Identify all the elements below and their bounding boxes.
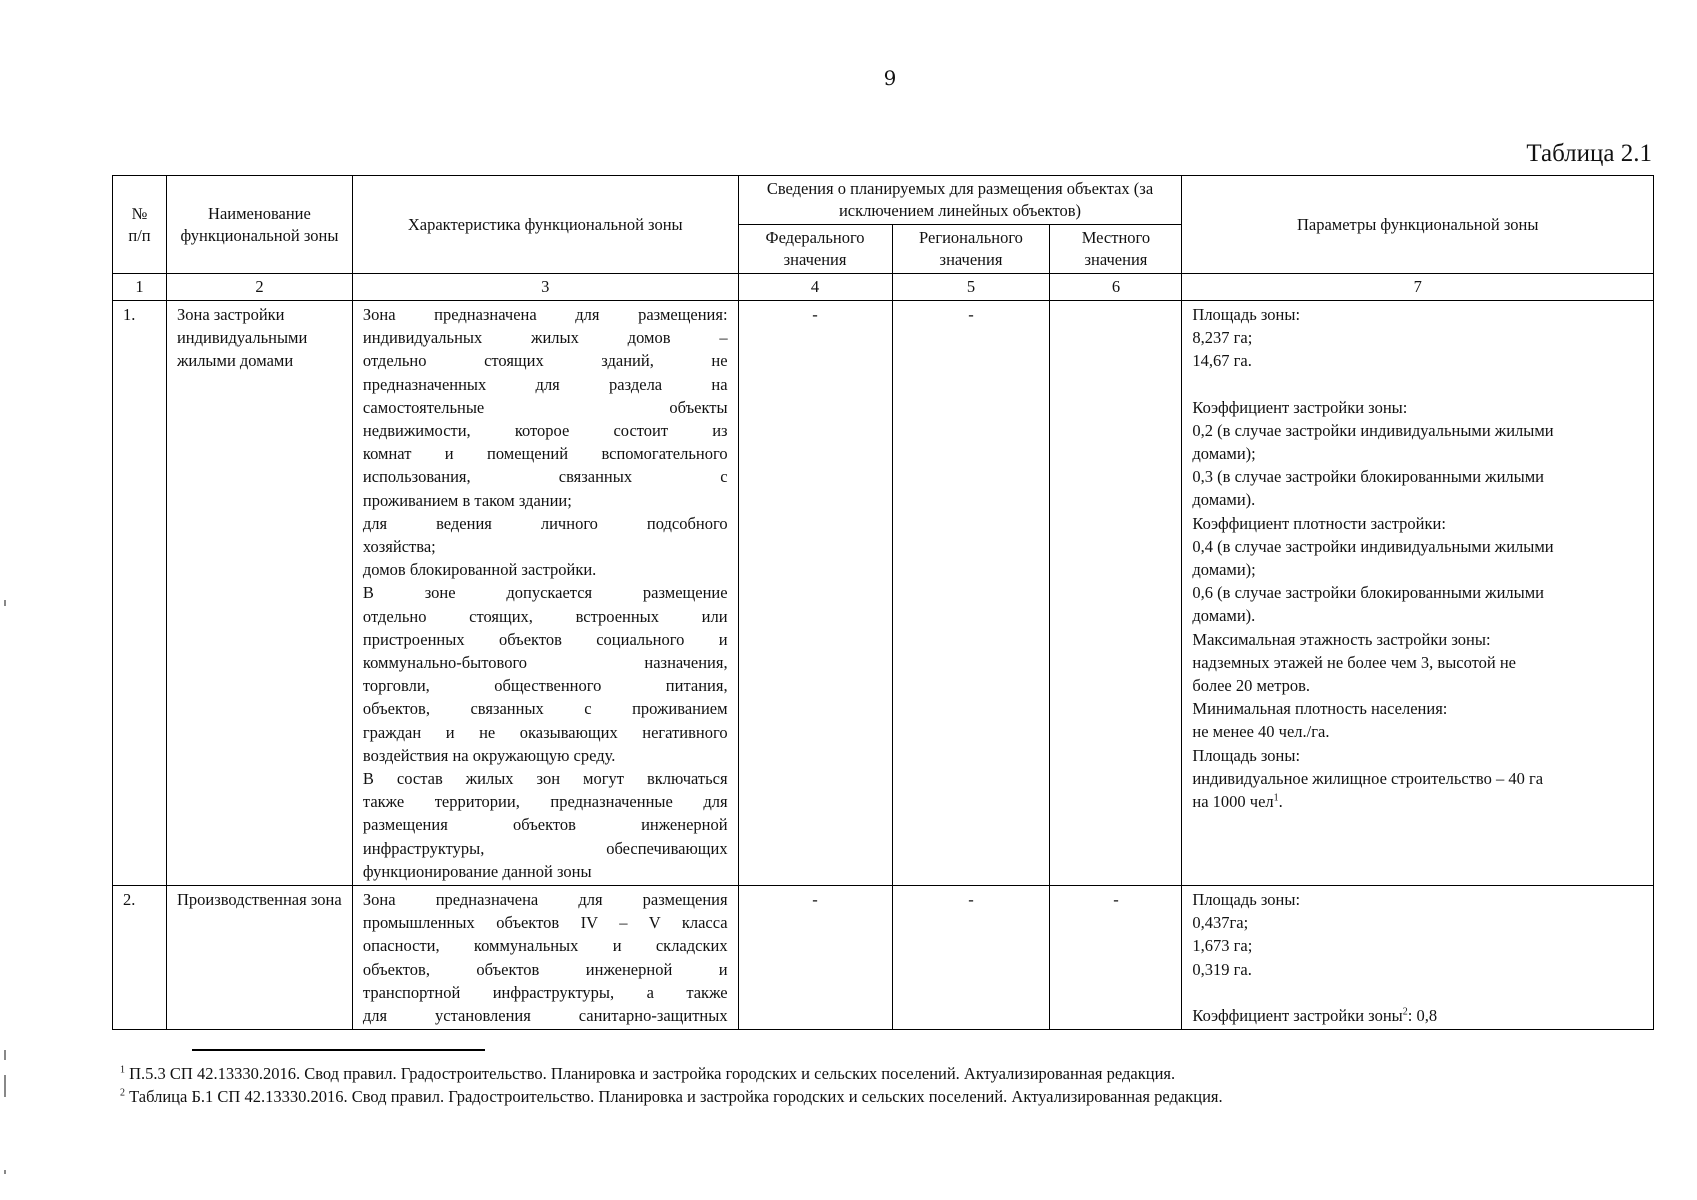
characteristic-line: функционирование данной зоны <box>362 861 592 881</box>
header-num: 3 <box>352 274 738 301</box>
characteristic-line: коммунально-бытового назначения, <box>362 653 728 673</box>
row-number: 1. <box>113 301 167 886</box>
parameter-line: не менее 40 чел./га. <box>1192 722 1330 742</box>
parameter-line: 0,319 га. <box>1192 959 1252 979</box>
characteristic-line: предназначенных для раздела на <box>362 374 728 394</box>
header-col-name: Наименование функциональной зоны <box>166 176 352 274</box>
parameter-line: 8,237 га; <box>1192 328 1253 348</box>
characteristic-line: недвижимости, которое состоит из <box>362 421 728 441</box>
characteristic-line: для ведения личного подсобного <box>362 513 728 533</box>
parameter-spacer <box>1192 373 1643 396</box>
page-number: 9 <box>883 66 897 90</box>
characteristic-line: объектов, связанных с проживанием <box>362 699 728 719</box>
scan-margin-mark <box>4 600 6 606</box>
header-num: 1 <box>113 274 167 301</box>
table-caption: Таблица 2.1 <box>1526 140 1652 167</box>
characteristic-line: транспортной инфраструктуры, а также <box>362 982 728 1002</box>
scan-margin-mark <box>4 1170 6 1174</box>
characteristic-line: Зона предназначена для размещения: <box>362 305 728 324</box>
federal-value: - <box>738 886 892 1030</box>
parameter-line: Площадь зоны: <box>1192 745 1301 765</box>
parameter-line: домами). <box>1192 606 1256 626</box>
footnote <box>120 1085 1223 1108</box>
characteristic-line: пристроенных объектов социального и <box>362 629 728 649</box>
parameter-line: 0,6 (в случае застройки блокированными жилыми <box>1192 583 1544 603</box>
footnote-ref[interactable]: 2 <box>1402 1006 1408 1018</box>
zone-parameters <box>1182 886 1654 1030</box>
parameter-line: более 20 метров. <box>1192 676 1311 696</box>
footnotes <box>120 1062 1223 1108</box>
footnote <box>120 1062 1223 1085</box>
parameter-text: : 0,8 <box>1407 1005 1438 1025</box>
parameter-line: 0,2 (в случае застройки индивидуальными жилыми <box>1192 420 1554 440</box>
header-col-characteristic: Характеристика функциональной зоны <box>352 176 738 274</box>
header-col-no: № п/п <box>113 176 167 274</box>
header-num: 6 <box>1050 274 1182 301</box>
parameter-line: Максимальная этажность застройки зоны: <box>1192 629 1491 649</box>
characteristic-line: размещения объектов инженерной <box>362 815 728 835</box>
characteristic-line: домов блокированной застройки. <box>362 560 597 580</box>
characteristic-line: граждан и не оказывающих негативного <box>362 722 728 742</box>
header-col-objects-group: Сведения о планируемых для размещения объектах (за исключением линейных объектов) <box>738 176 1182 225</box>
regional-value: - <box>892 886 1050 1030</box>
characteristic-line: также территории, предназначенные для <box>362 792 728 812</box>
header-num: 7 <box>1182 274 1654 301</box>
local-value: - <box>1050 886 1182 1030</box>
parameter-line: 0,3 (в случае застройки блокированными жилыми <box>1192 467 1544 487</box>
characteristic-line: самостоятельные объекты <box>362 397 728 417</box>
zone-parameters <box>1182 301 1654 886</box>
local-value <box>1050 301 1182 886</box>
characteristic-line: индивидуальных жилых домов – <box>362 328 728 348</box>
zone-characteristic <box>352 301 738 886</box>
header-number-row <box>113 274 1654 301</box>
zone-name: Производственная зона <box>166 886 352 1030</box>
parameter-line: Коэффициент плотности застройки: <box>1192 513 1446 533</box>
characteristic-line: для установления санитарно-защитных <box>362 1006 728 1026</box>
federal-value: - <box>738 301 892 886</box>
parameter-line: домами). <box>1192 490 1256 510</box>
parameter-line-last <box>1192 1004 1643 1027</box>
characteristic-line: воздействия на окружающую среду. <box>362 745 616 765</box>
characteristic-line: инфраструктуры, обеспечивающих <box>362 838 728 858</box>
zone-characteristic <box>352 886 738 1030</box>
regional-value: - <box>892 301 1050 886</box>
parameter-spacer <box>1192 981 1643 1004</box>
parameter-line: домами); <box>1192 444 1256 464</box>
header-col-regional: Регионального значения <box>892 225 1050 274</box>
header-num: 4 <box>738 274 892 301</box>
header-col-params: Параметры функциональной зоны <box>1182 176 1654 274</box>
footnote-divider <box>192 1049 485 1051</box>
table-row <box>113 886 1654 1030</box>
zones-table <box>112 175 1654 1030</box>
characteristic-line: Зона предназначена для размещения <box>362 890 728 910</box>
row-number: 2. <box>113 886 167 1030</box>
characteristic-line: В зоне допускается размещение <box>362 583 728 603</box>
header-col-federal: Федерального значения <box>738 225 892 274</box>
characteristic-line: использования, связанных с <box>362 467 728 487</box>
parameter-line: 1,673 га; <box>1192 936 1253 956</box>
characteristic-line: проживанием в таком здании; <box>362 490 572 510</box>
parameter-text: . <box>1278 792 1283 812</box>
parameter-text: Коэффициент застройки зоны <box>1192 1005 1403 1025</box>
table-row <box>113 301 1654 886</box>
footnote-mark: 2 <box>120 1087 125 1099</box>
header-num: 2 <box>166 274 352 301</box>
header-num: 5 <box>892 274 1050 301</box>
characteristic-line: объектов, объектов инженерной и <box>362 959 728 979</box>
parameter-line: Площадь зоны: <box>1192 305 1301 324</box>
parameter-line: 0,437га; <box>1192 913 1249 933</box>
parameter-line: надземных этажей не более чем 3, высотой не <box>1192 652 1516 672</box>
footnote-text: П.5.3 СП 42.13330.2016. Свод правил. Градостроительство. Планировка и застройка городских и сельских поселений. Актуализированная редакция. <box>125 1064 1176 1083</box>
characteristic-line: промышленных объектов IV – V класса <box>362 913 728 933</box>
parameter-line: Площадь зоны: <box>1192 890 1301 910</box>
characteristic-line: комнат и помещений вспомогательного <box>362 444 728 464</box>
characteristic-line: отдельно стоящих зданий, не <box>362 351 728 371</box>
parameter-line: 14,67 га. <box>1192 351 1252 371</box>
characteristic-line: торговли, общественного питания, <box>362 676 728 696</box>
parameter-line-last <box>1192 790 1643 813</box>
parameter-line: 0,4 (в случае застройки индивидуальными жилыми <box>1192 536 1554 556</box>
footnote-ref[interactable]: 1 <box>1273 792 1279 804</box>
characteristic-line: отдельно стоящих, встроенных или <box>362 606 728 626</box>
parameter-line: Коэффициент застройки зоны: <box>1192 397 1408 417</box>
footnote-text: Таблица Б.1 СП 42.13330.2016. Свод правил. Градостроительство. Планировка и застройка городских и сельских поселений. Актуализированная редакция. <box>125 1087 1223 1106</box>
parameter-text: на 1000 чел <box>1192 792 1274 812</box>
parameter-line: Минимальная плотность населения: <box>1192 699 1448 719</box>
characteristic-line: хозяйства; <box>362 537 436 557</box>
footnote-mark: 1 <box>120 1064 125 1076</box>
characteristic-line: опасности, коммунальных и складских <box>362 936 728 956</box>
zone-name: Зона застройки индивидуальными жилыми домами <box>166 301 352 886</box>
scan-margin-mark <box>4 1075 6 1097</box>
scan-margin-mark <box>4 1050 6 1060</box>
parameter-line: домами); <box>1192 560 1256 580</box>
characteristic-line: В состав жилых зон могут включаться <box>362 769 728 789</box>
parameter-line: индивидуальное жилищное строительство – 40 га <box>1192 768 1544 788</box>
header-col-local: Местного значения <box>1050 225 1182 274</box>
